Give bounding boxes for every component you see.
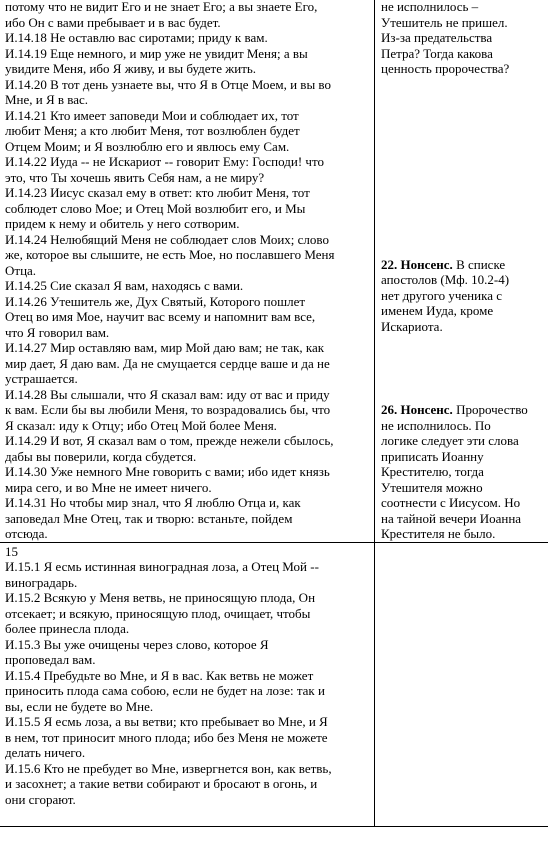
text-line: Пророчество <box>452 402 528 417</box>
text-line: апостолов (Мф. 10.2-4) <box>381 272 510 287</box>
scripture-cell <box>0 0 375 542</box>
text-line: не исполнилось. По <box>381 417 491 433</box>
text-line: И.14.21 Кто имеет заповеди Мои и соблюдает их, тот <box>5 107 299 123</box>
text-line: что Я говорил вам. <box>5 324 110 340</box>
chapter-number: 15 <box>5 543 18 559</box>
text-line: И.14.31 Но чтобы мир знал, что Я люблю Отца и, как <box>5 495 301 510</box>
text-line: виноградарь. <box>5 574 78 590</box>
text-line: любит Меня; а кто любит Меня, тот возлюблен будет <box>5 123 300 138</box>
text-line: увидите Меня, ибо Я живу, и вы будете жить. <box>5 61 257 76</box>
text-line: приносить плода сама собою, если не будет на лозе: так и <box>5 683 325 698</box>
text-line: отсекает; и всякую, приносящую плод, очищает, чтобы <box>5 605 311 621</box>
text-line: устрашается. <box>5 371 78 386</box>
text-line: И.14.24 Нелюбящий Меня не соблюдает слов Моих; слово <box>5 231 329 247</box>
text-line: И.15.4 Пребудьте во Мне, и Я в вас. Как ветвь не может <box>5 667 314 683</box>
text-line: ибо Он с вами пребывает и в вас будет. <box>5 14 221 30</box>
commentary-continuation <box>381 0 546 77</box>
text-line: они сгорают. <box>5 791 76 807</box>
text-line: мира сего, и во Мне не имеет ничего. <box>5 479 212 495</box>
text-line: логике следует эти слова <box>381 433 519 448</box>
text-line: потому что не видит Его и не знает Его; а вы знаете Его, <box>5 0 318 14</box>
commentary-cell <box>375 0 548 542</box>
text-line: Из-за предательства <box>381 30 493 45</box>
note-26-heading: 26. Нонсенс. <box>381 402 453 417</box>
text-line: Отец во имя Мое, научит вас всему и напомнит вам все, <box>5 309 316 324</box>
spacer <box>381 334 546 402</box>
text-line: И.14.23 Иисус сказал ему в ответ: кто любит Меня, тот <box>5 185 310 200</box>
text-line: соблюдет слово Мое; и Отец Мой возлюбит его, и Мы <box>5 200 306 216</box>
text-line: И.14.18 Не оставлю вас сиротами; приду к вам. <box>5 30 268 45</box>
text-line: придем к нему и обитель у него сотворим. <box>5 216 240 231</box>
text-line: проповедал вам. <box>5 652 96 667</box>
note-26 <box>381 402 546 542</box>
text-line: И.14.28 Вы слышали, что Я сказал вам: иду от вас и приду <box>5 386 330 402</box>
text-line: И.15.3 Вы уже очищены через слово, которое Я <box>5 636 269 652</box>
text-line: делать ничего. <box>5 745 86 760</box>
commentary-cell-empty <box>375 542 548 826</box>
text-line: И.14.30 Уже немного Мне говорить с вами; ибо идет князь <box>5 464 330 479</box>
text-line: И.14.26 Утешитель же, Дух Святый, Которого пошлет <box>5 293 306 309</box>
scripture-cell <box>0 542 375 826</box>
text-line: более принесла плода. <box>5 621 130 636</box>
text-line: Искариота. <box>381 318 443 334</box>
text-line: к вам. Если бы вы любили Меня, то возрадовались бы, что <box>5 402 331 417</box>
text-line: И.14.20 В тот день узнаете вы, что Я в Отце Моем, и вы во <box>5 76 331 92</box>
text-line: и засохнет; а такие ветви собирают и бросают в огонь, и <box>5 776 318 791</box>
table-row <box>0 542 548 826</box>
text-line: отсюда. <box>5 526 48 541</box>
note-22-heading: 22. Нонсенс. <box>381 256 453 272</box>
text-line: соотнести с Иисусом. Но <box>381 495 521 510</box>
note-22 <box>381 257 546 335</box>
text-line: Я сказал: иду к Отцу; ибо Отец Мой более Меня. <box>5 417 277 433</box>
text-line: вы, если не будете во Мне. <box>5 698 154 714</box>
text-line: Утешитель не пришел. <box>381 14 508 30</box>
text-line: это, что Ты хочешь явить Себя нам, а не миру? <box>5 169 265 185</box>
text-line: ценность пророчества? <box>381 61 510 76</box>
text-line: И.15.1 Я есмь истинная виноградная лоза, а Отец Мой -- <box>5 559 319 574</box>
text-line: приписать Иоанну <box>381 448 484 464</box>
text-line: И.14.22 Иуда -- не Искариот -- говорит Ему: Господи! что <box>5 154 324 169</box>
text-line: И.14.29 И вот, Я сказал вам о том, прежде нежели сбылось, <box>5 433 334 448</box>
text-line: именем Иуда, кроме <box>381 303 494 318</box>
text-line: И.15.6 Кто не пребудет во Мне, извергнется вон, как ветвь, <box>5 760 332 776</box>
text-line: в нем, тот приносит много плода; ибо без Меня не можете <box>5 729 328 745</box>
text-line: Отца. <box>5 262 37 278</box>
text-line: И.14.19 Еще немного, и мир уже не увидит Меня; а вы <box>5 45 308 61</box>
text-line: В списке <box>452 256 506 272</box>
spacer <box>381 77 546 257</box>
text-line: Крестителя не было. <box>381 526 496 541</box>
text-line: И.15.5 Я есмь лоза, а вы ветви; кто пребывает во Мне, и Я <box>5 714 328 729</box>
text-line: мир дает, Я даю вам. Да не смущается сердце ваше и да не <box>5 355 330 371</box>
text-line: Мне, и Я в вас. <box>5 92 89 107</box>
text-line: же, которое вы слышите, не есть Мое, но пославшего Меня <box>5 247 335 262</box>
text-line: Утешителя можно <box>381 479 483 495</box>
text-line: Крестителю, тогда <box>381 464 484 479</box>
text-line: И.15.2 Всякую у Меня ветвь, не приносящую плода, Он <box>5 590 316 605</box>
text-line: на тайной вечери Иоанна <box>381 510 522 526</box>
text-line: не исполнилось – <box>381 0 479 14</box>
text-line: И.14.25 Сие сказал Я вам, находясь с вами. <box>5 278 244 293</box>
text-line: нет другого ученика с <box>381 287 502 303</box>
text-line: Петра? Тогда какова <box>381 45 493 61</box>
text-line: дабы вы поверили, когда сбудется. <box>5 448 197 464</box>
text-line: заповедал Мне Отец, так и творю: встаньте, пойдем <box>5 510 293 526</box>
text-line: Отцем Моим; и Я возлюблю его и явлюсь ему Сам. <box>5 138 290 154</box>
text-line: И.14.27 Мир оставляю вам, мир Мой даю вам; не так, как <box>5 340 325 355</box>
